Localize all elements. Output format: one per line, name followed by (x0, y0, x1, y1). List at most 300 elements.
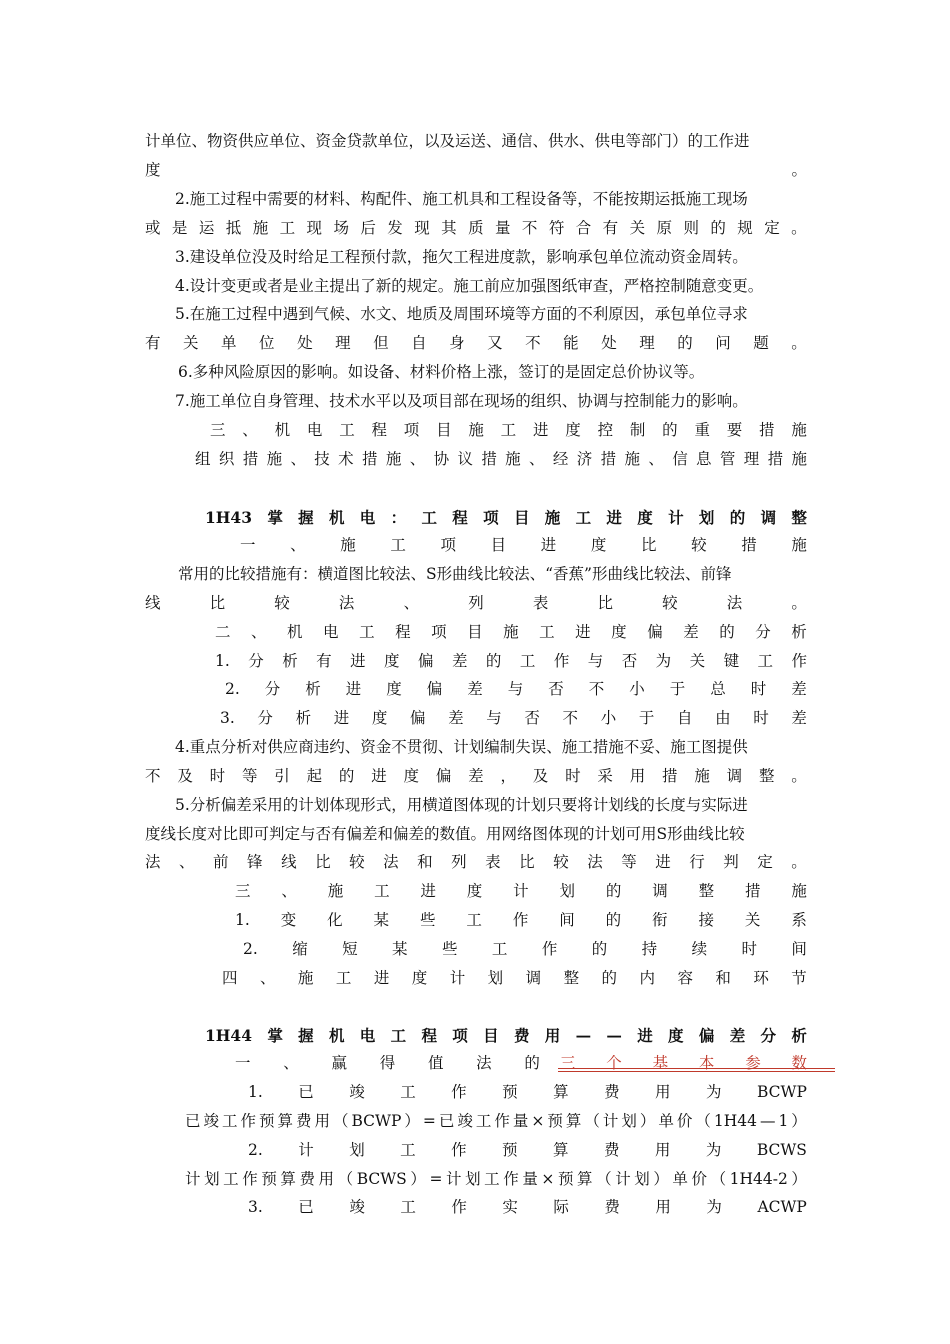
text-token: 1H44 (205, 1026, 252, 1045)
text-token: — (606, 1026, 622, 1045)
text-token: 发 (387, 219, 403, 237)
paragraph-line (145, 156, 807, 185)
text-token: 划 (465, 1170, 481, 1188)
text-token: 划 (487, 969, 504, 987)
text-token: 措 (759, 421, 775, 439)
text-token: 措 (662, 767, 678, 785)
text-token: 间 (791, 940, 807, 958)
text-token: 预 (557, 1170, 574, 1188)
text-token: 1. (215, 652, 230, 670)
text-token: 的 (591, 940, 608, 958)
text-token: 接 (698, 911, 715, 929)
text-token: 较 (553, 853, 569, 871)
text-token: 及 (177, 767, 193, 785)
text-token: 进 (350, 652, 366, 670)
text-token: 用 (655, 1198, 671, 1216)
text-token: 不 (588, 680, 605, 698)
text-token: 量 (522, 1170, 538, 1188)
text-token: 些 (441, 940, 458, 958)
text-token: 计 (185, 1170, 201, 1188)
text-token: 。 (791, 334, 807, 352)
text-token: 较 (274, 594, 290, 612)
formula-line (185, 1107, 807, 1136)
text-token: 度 (403, 767, 420, 785)
text-token: 工 (400, 1141, 416, 1159)
text-token: 、 (251, 623, 267, 641)
text-token: 整 (563, 969, 580, 987)
text-token: 关 (629, 219, 646, 237)
text-token: 现 (306, 219, 323, 237)
paragraph-line: 7.施工单位自身管理、技术水平以及项目部在现场的组织、协调与控制能力的影响。 (175, 392, 748, 410)
text-token: 施 (791, 536, 807, 554)
text-token: 的 (729, 508, 746, 527)
text-token: 后 (360, 219, 376, 237)
text-token: 析 (791, 1026, 807, 1045)
text-token: 与 (507, 680, 524, 698)
text-token: 析 (305, 680, 321, 698)
red-underline (558, 1071, 835, 1072)
text-token: = (422, 1112, 436, 1130)
text-token: 分 (264, 680, 281, 698)
highlighted-term (560, 1049, 807, 1078)
text-token: 算 (277, 1112, 294, 1130)
text-token: 时 (750, 680, 767, 698)
text-token: ） (410, 1170, 426, 1188)
text-token: 计 (513, 882, 529, 900)
text-token: 电 (359, 508, 376, 527)
text-token: 机 (274, 421, 291, 439)
justified-line (145, 214, 807, 243)
text-token: 工 (421, 508, 437, 527)
text-token: 是 (171, 219, 188, 237)
text-token: 某 (392, 940, 408, 958)
text-token: 的 (601, 969, 618, 987)
text-token: 持 (641, 940, 658, 958)
text-token: 和 (417, 853, 433, 871)
text-token: 。 (791, 853, 807, 871)
text-token: 目 (467, 623, 483, 641)
text-token: 预 (259, 1112, 275, 1130)
text-token: 息 (696, 450, 712, 468)
text-token: 预 (502, 1141, 518, 1159)
text-token: 、 (283, 1054, 299, 1072)
text-token: 作 (451, 1198, 467, 1216)
text-token: 电 (323, 623, 339, 641)
text-token: 差 (448, 709, 464, 727)
text-token: 个 (606, 1054, 622, 1072)
text-token: 差 (467, 680, 483, 698)
text-token: 费 (604, 1083, 620, 1101)
text-token: 进 (420, 882, 436, 900)
text-token: 目 (436, 421, 452, 439)
text-token: 施 (694, 767, 710, 785)
text-token: 系 (791, 911, 807, 929)
text-token: 表 (532, 594, 549, 612)
text-token: 程 (371, 421, 387, 439)
text-token: 措 (242, 450, 259, 468)
text-token: 电 (306, 421, 323, 439)
text-token: — (759, 1112, 776, 1130)
text-token: 项 (403, 421, 420, 439)
text-token: 预 (261, 1170, 277, 1188)
text-token: 衔 (652, 911, 668, 929)
text-token: 作 (494, 1112, 510, 1130)
text-token: 工 (400, 1083, 416, 1101)
text-token: 调 (760, 508, 777, 527)
text-token: 费 (296, 1112, 312, 1130)
text-token: 于 (669, 680, 686, 698)
text-token: 的 (677, 334, 693, 352)
text-token: 又 (487, 334, 503, 352)
text-token: 已 (438, 1112, 455, 1130)
text-token: 工 (359, 623, 375, 641)
text-token: 内 (639, 969, 655, 987)
text-token: 参 (745, 1054, 761, 1072)
text-token: 划 (204, 1170, 220, 1188)
text-token: 度 (637, 508, 653, 527)
text-token: 小 (629, 680, 645, 698)
text-token: （ (333, 1112, 349, 1130)
text-token: 差 (468, 767, 484, 785)
text-token: ） (653, 1170, 669, 1188)
text-token: 较 (349, 853, 365, 871)
text-token: 关 (744, 911, 761, 929)
text-token: 差 (683, 623, 699, 641)
text-token: 总 (710, 680, 726, 698)
text-token: 3. (248, 1198, 263, 1216)
text-token: 值 (427, 1054, 444, 1072)
text-token: 采 (597, 767, 613, 785)
text-token: 现 (414, 219, 430, 237)
text-token: 工 (339, 421, 355, 439)
text-token: 用 (544, 1026, 561, 1045)
text-token: 费 (604, 1198, 620, 1216)
text-token: 程 (452, 508, 468, 527)
text-token: 计 (602, 1112, 619, 1130)
text-token: 度 (590, 536, 607, 554)
text-token: 的 (605, 911, 622, 929)
text-token: 工 (279, 219, 296, 237)
text-token: 些 (419, 911, 436, 929)
text-token: 工 (374, 882, 390, 900)
text-token: 比 (315, 853, 331, 871)
text-token: 或 (145, 219, 161, 237)
text-token: 、 (259, 969, 276, 987)
text-token: 自 (411, 334, 427, 352)
text-token: 法 (476, 1054, 492, 1072)
text-token: 的 (605, 882, 622, 900)
text-token: 管 (719, 450, 736, 468)
text-token: 施 (266, 450, 283, 468)
text-token: 计 (668, 508, 684, 527)
text-token: 工 (390, 1026, 407, 1045)
text-token: 比 (641, 536, 657, 554)
text-token: 工 (222, 1112, 238, 1130)
text-token: 有 (145, 334, 161, 352)
text-token: 关 (689, 652, 706, 670)
text-token: 算 (565, 1112, 582, 1130)
text-token: 缩 (292, 940, 308, 958)
text-token: 偏 (647, 623, 663, 641)
text-token: BCWS (756, 1141, 807, 1159)
text-token: 否 (548, 680, 564, 698)
text-token: 续 (691, 940, 708, 958)
text-token: 作 (553, 652, 570, 670)
text-token: 3. (220, 709, 235, 727)
text-token: 施 (544, 508, 561, 527)
text-token: 间 (559, 911, 575, 929)
text-token: 工 (757, 652, 774, 670)
text-token: 进 (371, 767, 387, 785)
paragraph-line: 常用的比较措施有：横道图比较法、S形曲线比较法、“香蕉”形曲线比较法、前锋 (178, 565, 732, 583)
text-token: 度 (565, 421, 581, 439)
text-token: 理 (743, 450, 760, 468)
heading-prefix (235, 1049, 540, 1078)
justified-line (145, 762, 807, 791)
text-token: 措 (744, 882, 761, 900)
paragraph-line: 3.建设单位没及时给足工程预付款，拖欠工程进度款，影响承包单位流动资金周转。 (175, 248, 748, 266)
text-token: 理 (335, 334, 351, 352)
section-heading (210, 416, 807, 445)
text-token: 要 (726, 421, 743, 439)
text-token: 否 (524, 709, 540, 727)
text-token: 用 (314, 1112, 331, 1130)
text-token: 不 (145, 767, 161, 785)
paragraph-line: 2.施工过程中需要的材料、构配件、施工机具和工程设备等，不能按期运抵施工现场 (175, 190, 748, 208)
text-token: 有 (316, 652, 332, 670)
text-token: 偏 (418, 652, 434, 670)
text-token: 关 (183, 334, 199, 352)
text-token: 整 (791, 508, 807, 527)
text-token: 措 (481, 450, 497, 468)
text-token: 目 (490, 536, 507, 554)
text-token: 为 (706, 1083, 722, 1101)
text-token: 重 (694, 421, 710, 439)
text-token: × (531, 1112, 545, 1130)
text-token: 费 (513, 1026, 530, 1045)
text-token: 掌 (267, 1026, 283, 1045)
text-token: 进 (575, 623, 591, 641)
text-token: 进 (655, 853, 671, 871)
text-token: ） (791, 1170, 807, 1188)
text-token: 一 (235, 1054, 251, 1072)
text-token: 工 (500, 421, 517, 439)
text-token: 计 (298, 1141, 314, 1159)
text-token: 处 (297, 334, 313, 352)
justified-line (145, 848, 807, 877)
text-token: 为 (705, 1141, 722, 1159)
text-token: ACWP (757, 1198, 807, 1216)
section-heading (222, 964, 807, 993)
text-token: 2. (225, 680, 240, 698)
text-token: 预 (547, 1112, 563, 1130)
text-token: 能 (563, 334, 579, 352)
text-token: 掌 (267, 508, 283, 527)
text-token: （ (337, 1170, 354, 1188)
text-token: 则 (683, 219, 699, 237)
text-token: 前 (213, 853, 229, 871)
text-token: 划 (559, 882, 576, 900)
text-token: 、 (648, 450, 664, 468)
text-token: — (575, 1026, 592, 1045)
text-token: 、 (403, 594, 420, 612)
text-token: 二 (215, 623, 231, 641)
text-token: 目 (513, 508, 530, 527)
text-token: 划 (634, 1170, 650, 1188)
text-token: 施 (340, 536, 356, 554)
text-token: 差 (791, 709, 807, 727)
text-token: 小 (600, 709, 617, 727)
text-token: 进 (373, 969, 390, 987)
text-token: 控 (597, 421, 614, 439)
text-token: 调 (652, 882, 668, 900)
text-token: 变 (280, 911, 297, 929)
text-token: 规 (737, 219, 753, 237)
text-token: 施 (503, 623, 519, 641)
text-token: 作 (242, 1170, 258, 1188)
text-token: 济 (576, 450, 593, 468)
list-item (248, 1193, 807, 1222)
text-token: 的 (662, 421, 678, 439)
text-token: BCWP (756, 1083, 807, 1101)
paragraph-line: 4.设计变更或者是业主提出了新的规定。施工前应加强图纸审查，严格控制随意变更。 (175, 277, 764, 295)
text-token: 用 (629, 767, 646, 785)
text-token: 价 (676, 1112, 693, 1130)
text-token: 行 (689, 853, 705, 871)
text-token: × (541, 1170, 555, 1188)
text-token: 、 (281, 882, 297, 900)
justified-line (145, 329, 807, 358)
text-token: 施 (791, 450, 807, 468)
text-token: 算 (280, 1170, 296, 1188)
text-token: 题 (753, 334, 769, 352)
text-token: 问 (715, 334, 731, 352)
text-token: 程 (421, 1026, 437, 1045)
text-token: （ (584, 1112, 600, 1130)
text-token: 有 (602, 219, 619, 237)
text-token: 度 (371, 709, 388, 727)
text-token: 单 (658, 1112, 674, 1130)
list-item (248, 1136, 807, 1165)
text-token: 节 (791, 969, 807, 987)
text-token: 工 (575, 508, 592, 527)
text-token: 析 (295, 709, 312, 727)
text-token: 费 (299, 1170, 315, 1188)
text-token: 用 (655, 1083, 671, 1101)
paragraph-line: 6.多种风险原因的影响。如设备、材料价格上涨，签订的是固定总价协议等。 (178, 363, 705, 381)
text-token: 措 (741, 536, 757, 554)
text-token: 用 (318, 1170, 335, 1188)
text-token: 进 (637, 1026, 653, 1045)
text-token: 项 (483, 508, 499, 527)
text-token: 工 (539, 623, 555, 641)
text-token: 质 (468, 219, 484, 237)
text-token: 度 (611, 623, 627, 641)
text-token: 。 (791, 219, 807, 237)
text-token: 价 (691, 1170, 708, 1188)
text-token: 度 (386, 680, 402, 698)
formula-line (185, 1165, 807, 1194)
text-token: 键 (723, 652, 740, 670)
text-token: 容 (677, 969, 693, 987)
text-token: 际 (553, 1198, 569, 1216)
text-token: 机 (328, 508, 345, 527)
text-token: 竣 (203, 1112, 220, 1130)
text-token: 工 (475, 1112, 492, 1130)
text-token: 偏 (435, 767, 452, 785)
text-token: 分 (755, 623, 771, 641)
section-heading (215, 618, 807, 647)
text-token: 1H43 (205, 508, 252, 527)
text-token: 时 (209, 767, 226, 785)
line-end: 。 (791, 161, 807, 179)
text-token: 的 (485, 652, 502, 670)
text-token: 场 (333, 219, 349, 237)
text-token: 锋 (247, 853, 263, 871)
text-token: 整 (758, 767, 775, 785)
text-token: 线 (145, 594, 161, 612)
text-token: 措 (362, 450, 378, 468)
text-token: 技 (314, 450, 330, 468)
text-token: 比 (597, 594, 613, 612)
text-token: 的 (719, 623, 735, 641)
text-token: BCWS (356, 1170, 407, 1188)
paragraph-line: 度线长度对比即可判定与否有偏差和偏差的数值。用网络图体现的计划可用S形曲线比较 (145, 825, 745, 843)
text-token: 单 (672, 1170, 688, 1188)
text-token: 化 (327, 911, 343, 929)
list-item (225, 675, 807, 704)
text-token: 量 (494, 219, 511, 237)
text-token: 由 (715, 709, 731, 727)
text-token: （ (710, 1170, 727, 1188)
text-token: 用 (654, 1141, 671, 1159)
text-token: 短 (342, 940, 358, 958)
text-token: 施 (385, 450, 402, 468)
text-token: 差 (451, 652, 468, 670)
text-token: 判 (723, 853, 739, 871)
text-token: 身 (449, 334, 465, 352)
text-token: 不 (521, 219, 538, 237)
text-token: 作 (451, 1083, 467, 1101)
text-token: 目 (483, 1026, 499, 1045)
text-token: 的 (710, 219, 726, 237)
text-token: 1. (248, 1083, 263, 1101)
text-token: 列 (451, 853, 467, 871)
text-token: 程 (395, 623, 411, 641)
text-token: 整 (698, 882, 715, 900)
paragraph-line: 5.分析偏差采用的计划体现形式，用横道图体现的计划只要将计划线的长度与实际进 (175, 796, 748, 814)
text-token: ） (639, 1112, 656, 1130)
section-heading (235, 1049, 807, 1078)
text-token: 法 (338, 594, 355, 612)
text-token: 度 (466, 882, 483, 900)
text-token: 议 (457, 450, 473, 468)
text-token: 施 (327, 882, 344, 900)
text-token: 划 (621, 1112, 637, 1130)
text-token: 竣 (349, 1083, 365, 1101)
text-token: 法 (383, 853, 399, 871)
text-token: 进 (606, 508, 622, 527)
text-token: 定 (757, 853, 773, 871)
text-token: 偏 (698, 1026, 715, 1045)
text-token: 基 (652, 1054, 669, 1072)
text-token: 理 (639, 334, 655, 352)
paragraph-line: 4.重点分析对供应商违约、资金不贯彻、计划编制失误、施工措施不妥、施工图提供 (175, 738, 748, 756)
text-token: 、 (290, 450, 306, 468)
text-token: 握 (298, 1026, 314, 1045)
text-token: 位 (259, 334, 275, 352)
text-token: 分 (257, 709, 273, 727)
